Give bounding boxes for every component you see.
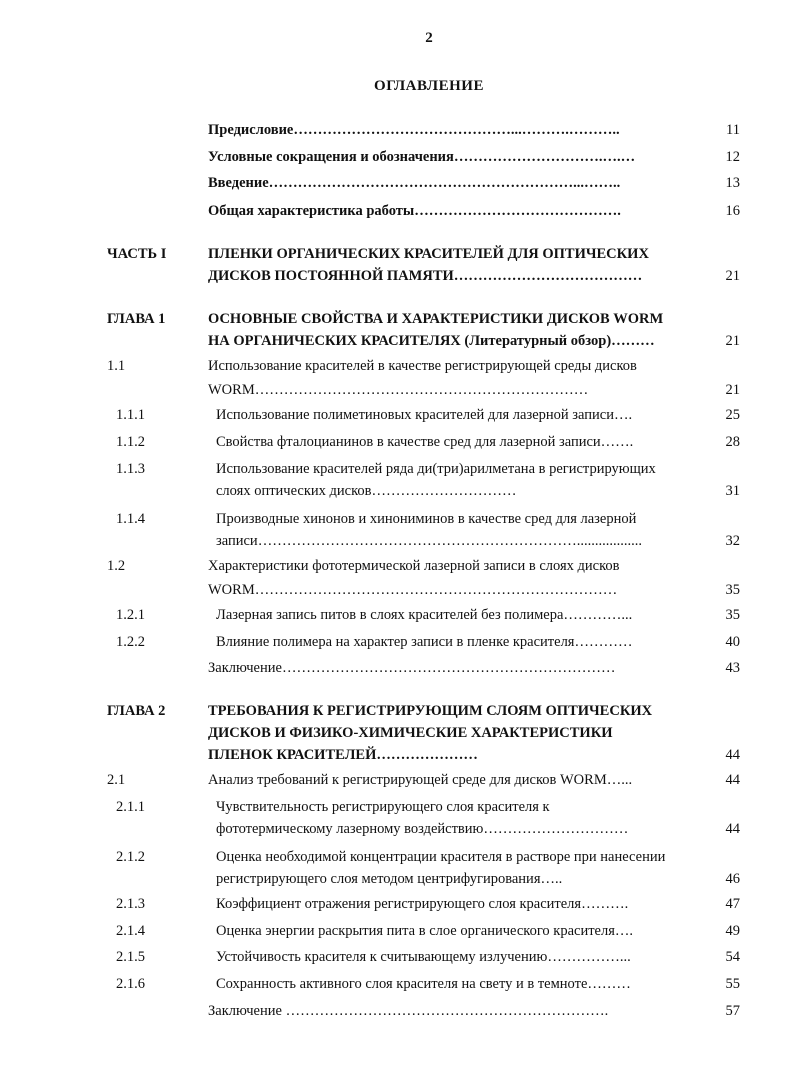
entry-page: 12 bbox=[725, 149, 740, 165]
entry-number: 2.1.5 bbox=[116, 949, 145, 965]
entry-page: 44 bbox=[725, 772, 740, 788]
entry-text: Устойчивость красителя к считывающему излучению……………... bbox=[216, 949, 631, 965]
entry-text-line2: ДИСКОВ И ФИЗИКО-ХИМИЧЕСКИЕ ХАРАКТЕРИСТИКИ bbox=[208, 725, 613, 741]
entry-page: 46 bbox=[725, 871, 740, 887]
entry-page: 21 bbox=[725, 382, 740, 398]
entry-number: 2.1.1 bbox=[116, 799, 145, 815]
entry-text-line2: ДИСКОВ ПОСТОЯННОЙ ПАМЯТИ………………………………… bbox=[208, 268, 643, 284]
entry-text-line1: ТРЕБОВАНИЯ К РЕГИСТРИРУЮЩИМ СЛОЯМ ОПТИЧЕСКИХ bbox=[208, 703, 653, 719]
entry-text-line1: Использование красителей ряда ди(три)арилметана в регистрирующих bbox=[216, 461, 656, 477]
entry-page: 21 bbox=[725, 268, 740, 284]
entry-number: 1.2.1 bbox=[116, 607, 145, 623]
entry-page: 57 bbox=[725, 1003, 740, 1019]
entry-text-line3: ПЛЕНОК КРАСИТЕЛЕЙ………………… bbox=[208, 747, 478, 763]
entry-page: 28 bbox=[725, 434, 740, 450]
entry-text-line2: WORM………………………………………………………………… bbox=[208, 582, 618, 598]
entry-text: Предисловие………………………………………...……….……….. bbox=[208, 122, 620, 138]
entry-page: 55 bbox=[725, 976, 740, 992]
entry-text-line2: фототермическому лазерному воздействию………………………… bbox=[216, 821, 629, 837]
entry-text: Условные сокращения и обозначения………………………….….… bbox=[208, 149, 636, 165]
entry-page: 31 bbox=[725, 483, 740, 499]
entry-page: 35 bbox=[725, 607, 740, 623]
entry-number: 2.1 bbox=[107, 772, 126, 788]
entry-page: 44 bbox=[725, 821, 740, 837]
entry-page: 49 bbox=[725, 923, 740, 939]
entry-text: Введение………………………………………………………...…….. bbox=[208, 175, 621, 191]
entry-page: 44 bbox=[725, 747, 740, 763]
entry-text: Анализ требований к регистрирующей среде для дисков WORM…... bbox=[208, 772, 633, 788]
entry-page: 32 bbox=[725, 533, 740, 549]
entry-page: 11 bbox=[726, 122, 740, 138]
entry-number: 1.1.2 bbox=[116, 434, 145, 450]
entry-text-line2: регистрирующего слоя методом центрифугирования….. bbox=[216, 871, 563, 887]
entry-page: 47 bbox=[725, 896, 740, 912]
entry-text: Оценка энергии раскрытия пита в слое органического красителя…. bbox=[216, 923, 634, 939]
entry-text-line1: ПЛЕНКИ ОРГАНИЧЕСКИХ КРАСИТЕЛЕЙ ДЛЯ ОПТИЧЕСКИХ bbox=[208, 246, 649, 262]
entry-text-line2: записи………………………………………………………….................. bbox=[216, 533, 642, 549]
entry-number: 1.1 bbox=[107, 358, 126, 374]
entry-text-line1: Оценка необходимой концентрации красителя в растворе при нанесении bbox=[216, 849, 666, 865]
entry-number: ГЛАВА 2 bbox=[107, 703, 166, 719]
entry-number: 1.1.1 bbox=[116, 407, 145, 423]
entry-page: 16 bbox=[725, 203, 740, 219]
entry-page: 25 bbox=[725, 407, 740, 423]
entry-number: 1.2 bbox=[107, 558, 126, 574]
entry-number: 1.1.4 bbox=[116, 511, 145, 527]
entry-number: ЧАСТЬ I bbox=[107, 246, 167, 262]
entry-text: Сохранность активного слоя красителя на свету и в темноте……… bbox=[216, 976, 631, 992]
entry-number: 2.1.3 bbox=[116, 896, 145, 912]
entry-text-line2: WORM…………………………………………………………… bbox=[208, 382, 589, 398]
entry-page: 43 bbox=[725, 660, 740, 676]
page-number: 2 bbox=[425, 30, 433, 46]
entry-text: Коэффициент отражения регистрирующего слоя красителя………. bbox=[216, 896, 629, 912]
entry-text: Общая характеристика работы……………………………………. bbox=[208, 203, 621, 219]
entry-number: 1.2.2 bbox=[116, 634, 145, 650]
entry-page: 13 bbox=[725, 175, 740, 191]
entry-page: 54 bbox=[725, 949, 740, 965]
entry-text: Заключение…………………………………………………………… bbox=[208, 660, 616, 676]
entry-page: 35 bbox=[725, 582, 740, 598]
entry-number: 2.1.6 bbox=[116, 976, 145, 992]
toc-title: ОГЛАВЛЕНИЕ bbox=[374, 78, 484, 94]
entry-page: 40 bbox=[725, 634, 740, 650]
entry-text: Лазерная запись питов в слоях красителей без полимера…………... bbox=[216, 607, 633, 623]
entry-number: 2.1.2 bbox=[116, 849, 145, 865]
entry-text-line1: Производные хинонов и хинониминов в качестве сред для лазерной bbox=[216, 511, 637, 527]
entry-text-line1: ОСНОВНЫЕ СВОЙСТВА И ХАРАКТЕРИСТИКИ ДИСКОВ WORM bbox=[208, 311, 664, 327]
entry-page: 21 bbox=[725, 333, 740, 349]
entry-text-line2: слоях оптических дисков………………………… bbox=[216, 483, 517, 499]
entry-text-line2: НА ОРГАНИЧЕСКИХ КРАСИТЕЛЯХ (Литературный обзор)……… bbox=[208, 333, 655, 349]
entry-text: Заключение …………………………………………………………. bbox=[208, 1003, 609, 1019]
entry-text-line1: Характеристики фототермической лазерной записи в слоях дисков bbox=[208, 558, 620, 574]
entry-text: Использование полиметиновых красителей для лазерной записи…. bbox=[216, 407, 633, 423]
entry-text: Влияние полимера на характер записи в пленке красителя………… bbox=[216, 634, 633, 650]
entry-number: ГЛАВА 1 bbox=[107, 311, 166, 327]
entry-text: Свойства фталоцианинов в качестве сред для лазерной записи……. bbox=[216, 434, 634, 450]
entry-number: 1.1.3 bbox=[116, 461, 145, 477]
entry-text-line1: Использование красителей в качестве регистрирующей среды дисков bbox=[208, 358, 637, 374]
entry-text-line1: Чувствительность регистрирующего слоя красителя к bbox=[216, 799, 550, 815]
entry-number: 2.1.4 bbox=[116, 923, 145, 939]
